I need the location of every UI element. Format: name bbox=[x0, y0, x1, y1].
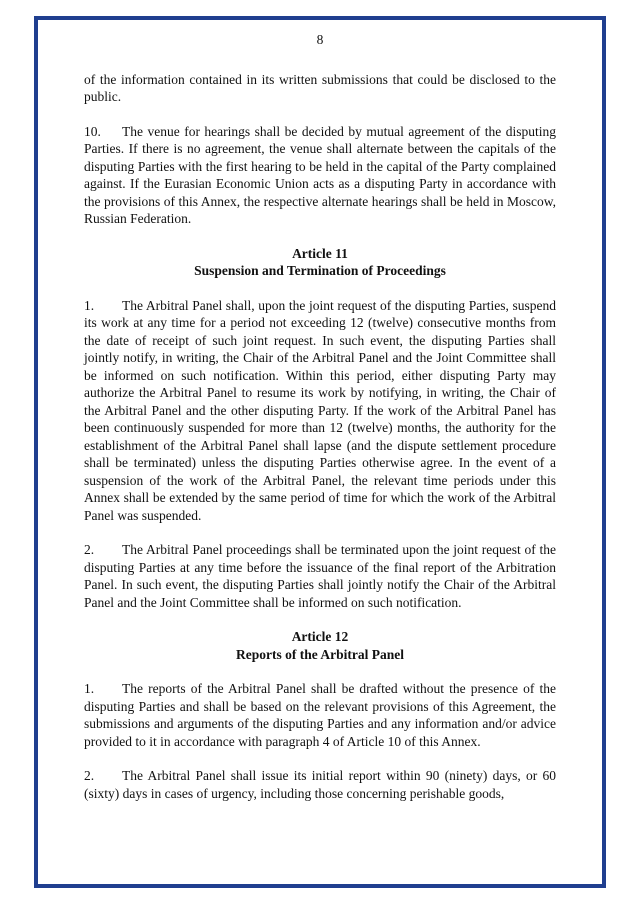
article-11-heading bbox=[84, 245, 556, 280]
paragraph-text: of the information contained in its written submissions that could be disclosed to the public. bbox=[84, 71, 556, 104]
paragraph-text: The Arbitral Panel shall issue its initial report within 90 (ninety) days, or 60 (sixty) days in cases of urgency, including those concerning perishable goods, bbox=[84, 768, 556, 801]
paragraph-continuation bbox=[84, 71, 556, 106]
article-12-paragraph-2 bbox=[84, 767, 556, 802]
paragraph-number: 2. bbox=[84, 768, 95, 783]
article-subtitle: Suspension and Termination of Proceedings bbox=[194, 263, 446, 278]
paragraph-number: 2. bbox=[84, 542, 95, 557]
paragraph-number: 1. bbox=[84, 681, 95, 696]
paragraph-10 bbox=[84, 123, 556, 228]
page-number: 8 bbox=[316, 32, 324, 47]
document-page bbox=[84, 31, 556, 819]
article-11-paragraph-1 bbox=[84, 297, 556, 525]
paragraph-text: The Arbitral Panel proceedings shall be terminated upon the joint request of the disputing Parties at any time before the issuance of the final report of the Arbitration Panel. In such event, the disputing Parties shall jointly notify the Chair of the Arbitral Panel and the Joint Committee shall be informed on such notification. bbox=[84, 542, 556, 610]
paragraph-text: The Arbitral Panel shall, upon the joint request of the disputing Parties, suspend its work at any time for a period not exceeding 12 (twelve) consecutive months from the date of receipt of such joint request. In such event, the disputing Parties shall jointly notify, in writing, the Chair of the Arbitral Panel and the Joint Committee shall be informed on such notification. Within this period, either disputing Party may authorize the Arbitral Panel to resume its work by notifying, in writing, the Chair of the Arbitral Panel and the other disputing Party. If the work of the Arbitral Panel has been continuously suspended for more than 12 (twelve) months, the authority for the establishment of the Arbitral Panel shall lapse (and the dispute settlement procedure shall be terminated) unless the disputing Parties otherwise agree. In the event of a suspension of the work of the Arbitral Panel, the relevant time periods under this Annex shall be extended by the same period of time for which the work of the Arbitral Panel was suspended. bbox=[84, 297, 556, 523]
article-11-paragraph-2 bbox=[84, 541, 556, 611]
article-title: Article 12 bbox=[291, 629, 349, 644]
article-title: Article 11 bbox=[292, 245, 348, 261]
paragraph-number: 1. bbox=[84, 297, 95, 313]
article-12-heading bbox=[84, 628, 556, 663]
paragraph-text: The venue for hearings shall be decided by mutual agreement of the disputing Parties. If there is no agreement, the venue shall alternate between the capitals of the disputing Parties with the first hearing to be held in the capital of the Party complained against. If the Eurasian Economic Union acts as a disputing Party in accordance with the provisions of this Annex, the respective alternate hearings shall be held in Moscow, Russian Federation. bbox=[84, 123, 556, 226]
paragraph-text: The reports of the Arbitral Panel shall be drafted without the presence of the disputing Parties and shall be based on the relevant provisions of this Agreement, the submissions and arguments of the disputing Parties and any information and/or advice provided to it in accordance with paragraph 4 of Article 10 of this Annex. bbox=[84, 681, 556, 749]
article-12-paragraph-1 bbox=[84, 680, 556, 750]
paragraph-number: 10. bbox=[84, 123, 101, 139]
article-subtitle: Reports of the Arbitral Panel bbox=[236, 646, 404, 662]
